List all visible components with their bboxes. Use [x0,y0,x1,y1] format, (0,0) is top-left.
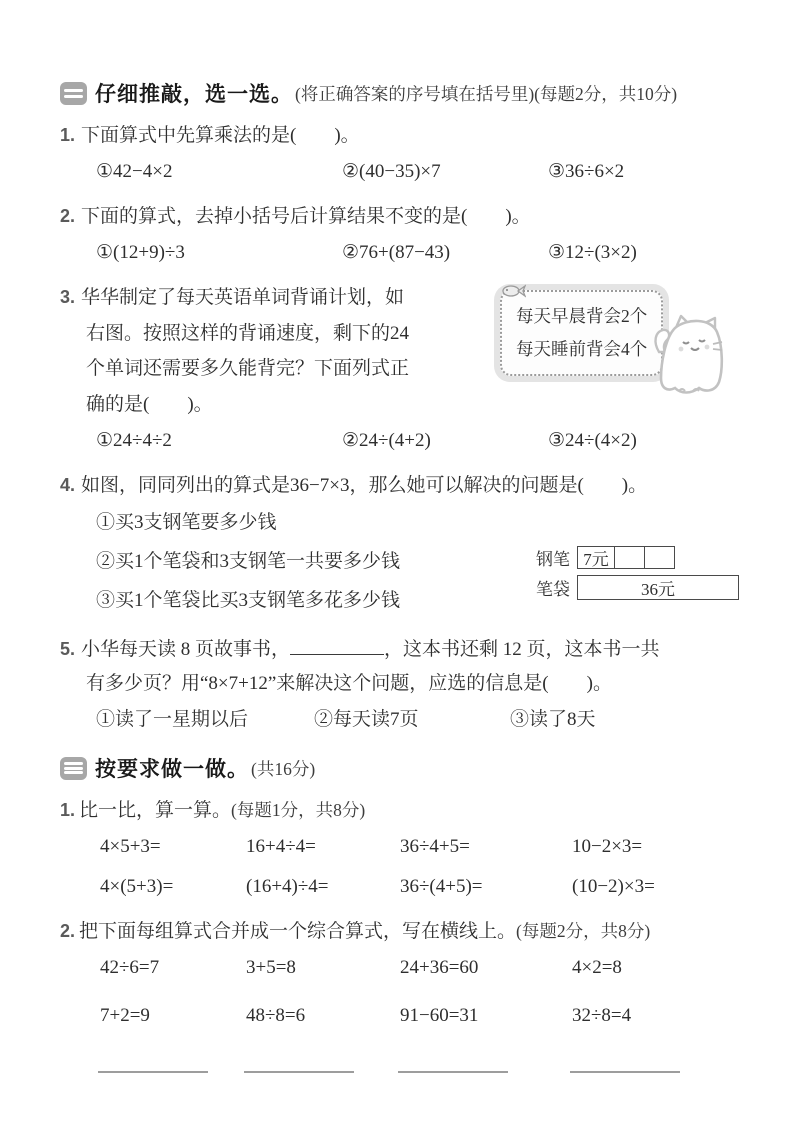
question-1-options [96,157,745,187]
question-1 [60,118,745,187]
subtask-number: 2. [60,921,76,941]
option-3: ③买1个笔袋比买3支钢笔多花多少钱 [96,590,401,611]
answer-line [98,1057,208,1073]
question-5-text-line1: 5. 小华每天读 8 页故事书， ，这本书还剩 12 页，这本书一共 [60,639,660,660]
option-1: ①42−4×2 [96,161,173,182]
question-3 [60,280,745,456]
equation: 4×5+3= [100,836,161,857]
pen-bar-row [530,545,739,570]
option-2: ②每天读7页 [314,709,419,730]
subtask-number: 1. [60,800,76,820]
bag-price-cell: 36元 [577,575,739,600]
equation: 3+5=8 [246,957,296,978]
equation: 36÷4+5= [400,836,470,857]
three-lines-badge-icon [60,757,87,780]
equation: 16+4÷4= [246,836,316,857]
option-3: ③36÷6×2 [548,161,625,182]
question-2 [60,199,745,268]
option-1: ①(12+9)÷3 [96,242,185,263]
pen-label: 钢笔 [536,550,570,569]
option-1: ①24÷4÷2 [96,430,172,451]
cat-illustration-icon [641,312,727,396]
option-3: ③24÷(4×2) [548,430,637,451]
equation: (16+4)÷4= [246,876,329,897]
equation: 4×(5+3)= [100,876,174,897]
compare-equations-grid [100,836,745,898]
pen-empty-cell [645,546,675,569]
answer-lines-row [98,1057,745,1073]
answer-line [398,1057,508,1073]
equation: 42÷6=7 [100,957,160,978]
fill-in-blank [290,639,384,655]
equation: 48÷8=6 [246,1005,306,1026]
section-2-header [60,753,745,783]
option-2: ②24÷(4+2) [342,430,431,451]
pen-empty-cell [615,546,645,569]
bag-bar-row [530,575,739,600]
equation: 4×2=8 [572,957,622,978]
question-4 [60,468,745,620]
pen-price-cell: 7元 [577,546,615,569]
question-2-options [96,238,745,268]
equation: 10−2×3= [572,836,643,857]
question-number: 3. [60,287,76,307]
option-2: ②76+(87−43) [342,242,451,263]
memorize-plan-callout [494,284,669,382]
equation: 24+36=60 [400,957,479,978]
option-2: ②买1个笔袋和3支钢笔一共要多少钱 [96,551,401,572]
question-number: 1. [60,125,76,145]
subtask-2 [60,914,745,1073]
question-number: 4. [60,475,76,495]
subtask-2-text: 2. 把下面每组算式合并成一个综合算式，写在横线上。(每题2分，共8分) [60,921,651,942]
subtask-1 [60,793,745,898]
equation: 32÷8=4 [572,1005,632,1026]
callout-text: 每天早晨背会2个 每天睡前背会4个 [500,290,663,376]
option-1: ①买3支钢笔要多少钱 [96,512,277,533]
question-5-options [96,705,745,735]
answer-line [570,1057,680,1073]
price-bar-diagram [530,545,739,605]
section-2-title: 按要求做一做。 [95,758,249,781]
section-1-note: (将正确答案的序号填在括号里)(每题2分，共10分) [295,83,678,104]
section-1-header [60,78,745,108]
two-lines-badge-icon [60,82,87,105]
pen-bar [577,546,675,569]
question-5-text-line2: 有多少页？用“8×7+12”来解决这个问题，应选的信息是( )。 [86,673,612,694]
question-2-text: 2. 下面的算式，去掉小括号后计算结果不变的是( )。 [60,206,531,227]
combine-equations-grid [100,957,745,1027]
answer-line [244,1057,354,1073]
subtask-1-text: 1. 比一比，算一算。(每题1分，共8分) [60,800,366,821]
equation: 7+2=9 [100,1005,150,1026]
question-1-text: 1. 下面算式中先算乘法的是( )。 [60,125,360,146]
question-number: 2. [60,206,76,226]
section-1-title: 仔细推敲，选一选。 [95,83,293,106]
option-3: ③12÷(3×2) [548,242,637,263]
option-1: ①读了一星期以后 [96,709,249,730]
question-3-text: 3. 华华制定了每天英语单词背诵计划，如 右图。按照这样的背诵速度，剩下的24 个单词还需要多久能背完？下面列式正 确的是( )。 [60,287,410,415]
option-3: ③读了8天 [510,709,596,730]
question-3-options [96,426,745,456]
question-4-text: 4. 如图，同同列出的算式是36−7×3，那么她可以解决的问题是( )。 [60,475,648,496]
question-5 [60,632,745,735]
section-2-note: (共16分) [251,758,316,779]
equation: (10−2)×3= [572,876,655,897]
equation: 36÷(4+5)= [400,876,483,897]
equation: 91−60=31 [400,1005,479,1026]
option-2: ②(40−35)×7 [342,161,441,182]
fish-icon [500,284,526,298]
question-number: 5. [60,639,76,659]
bag-label: 笔袋 [536,580,570,599]
